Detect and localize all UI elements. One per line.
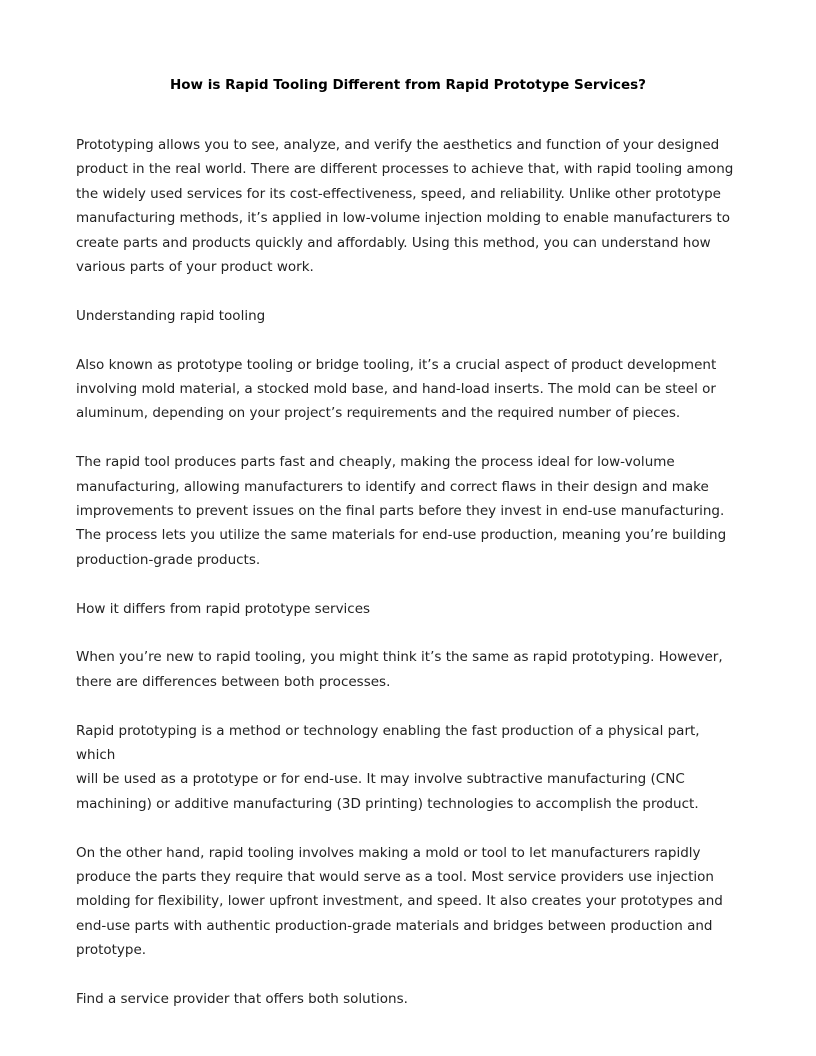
document-body [76,133,742,1036]
document-title: How is Rapid Tooling Different from Rapid Prototype Services? [169,77,646,93]
body-paragraph: When you’re new to rapid tooling, you might think it’s the same as rapid prototyping. However, there are differences between both processes. [76,649,723,690]
body-paragraph: Also known as prototype tooling or bridge tooling, it’s a crucial aspect of product development involving mold material, a stocked mold base, and hand-load inserts. The mold can be steel or aluminum, depending on your project’s requirements and the required number of pieces. [76,356,717,422]
body-paragraph: The rapid tool produces parts fast and cheaply, making the process ideal for low-volume manufacturing, allowing manufacturers to identify and correct flaws in their design and make improvements to prevent issues on the final parts before they invest in end-use manufacturing. The process lets you utilize the same materials for end-use production, meaning you’re building production-grade products. [76,454,727,568]
body-paragraph: On the other hand, rapid tooling involves making a mold or tool to let manufacturers rapidly produce the parts they require that would serve as a tool. Most service providers use injection molding for flexibility, lower upfront investment, and speed. It also creates your prototypes and end-use parts with authentic production-grade materials and bridges between production and prototype. [76,844,723,959]
intro-paragraph: Prototyping allows you to see, analyze, and verify the aesthetics and function of your designed product in the real world. There are different processes to achieve that, with rapid tooling among the widely used services for its cost-effectiveness, speed, and reliability. Unlike other prototype manufacturing methods, it’s applied in low-volume injection molding to enable manufacturers to create parts and products quickly and affordably. Using this method, you can understand how various parts of your product work. [76,137,734,276]
closing-paragraph: Find a service provider that offers both solutions. [76,991,408,1008]
section-heading-how-it-differs: How it differs from rapid prototype services [76,600,371,617]
section-heading-understanding-rapid-tooling: Understanding rapid tooling [76,307,266,324]
body-paragraph: Rapid prototyping is a method or technology enabling the fast production of a physical part, which will be used as a prototype or for end-use. It may involve subtractive manufacturing (CNC machining) or additive manufacturing (3D printing) technologies to accomplish the product. [76,722,700,812]
